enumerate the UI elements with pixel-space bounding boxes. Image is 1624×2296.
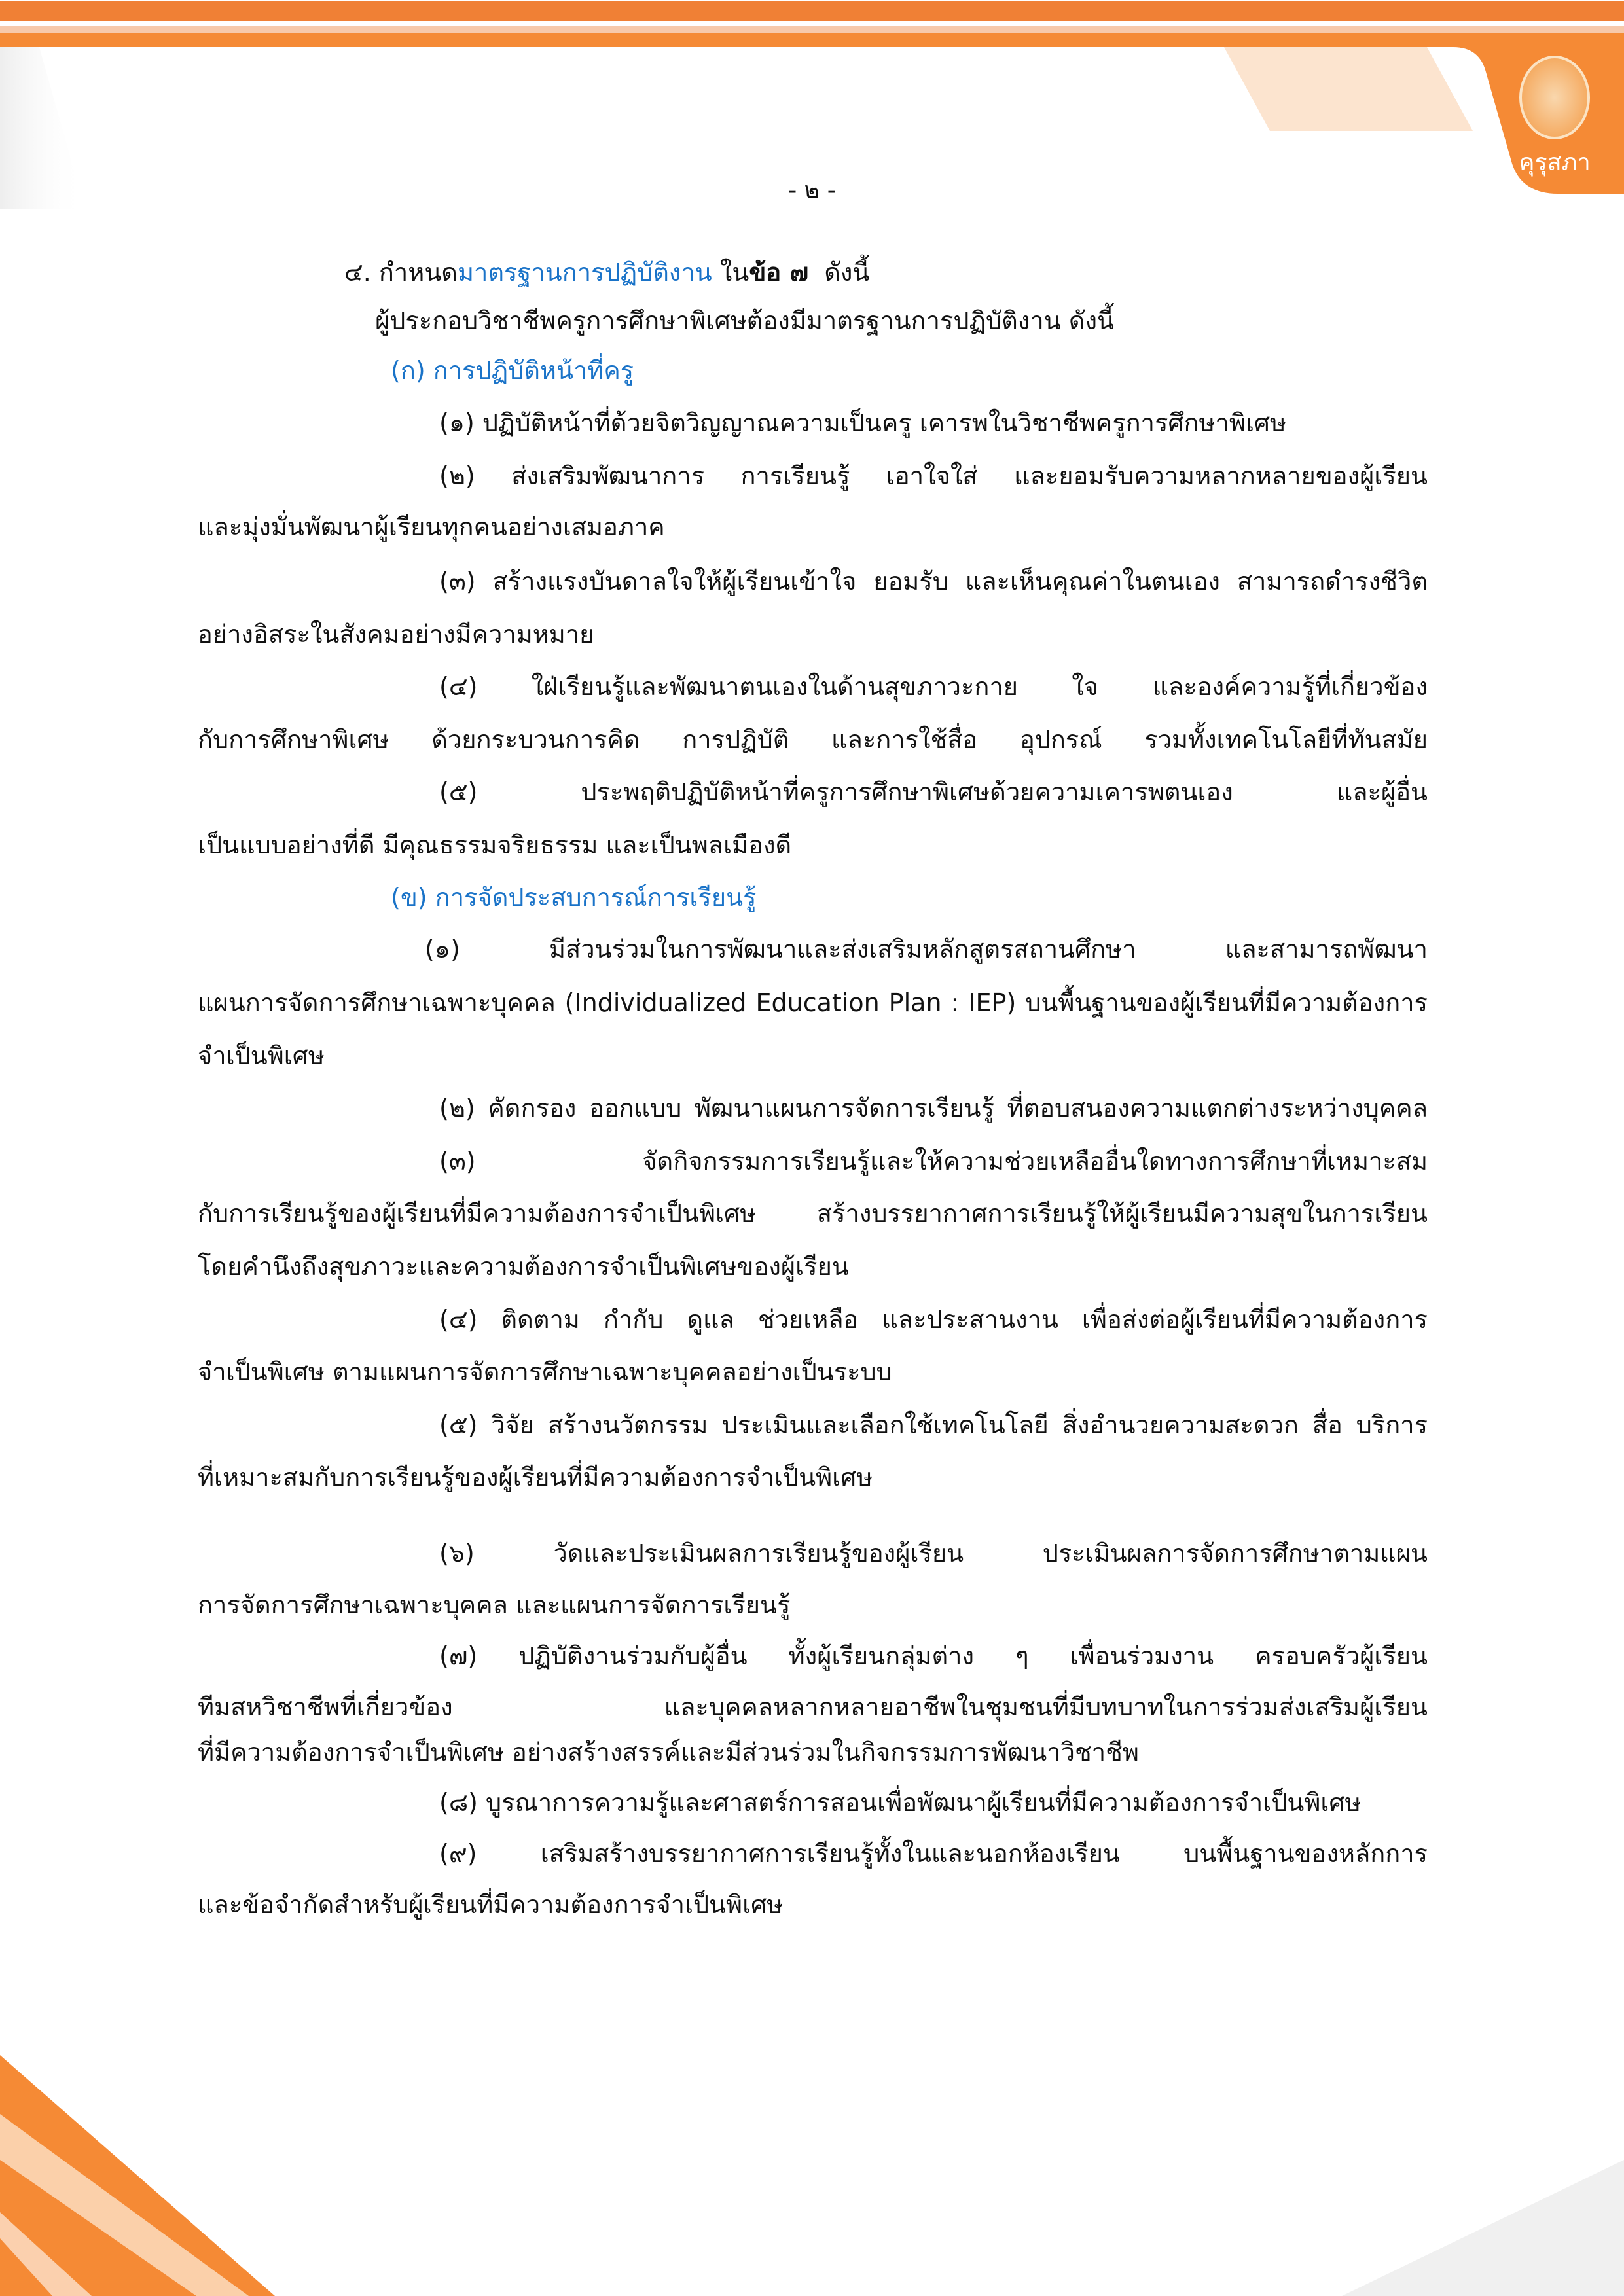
text-line: (๔) ติดตาม กำกับ ดูแล ช่วยเหลือ และประสานงาน เพื่อส่งต่อผู้เรียนที่มีความต้องการ <box>439 1305 1428 1334</box>
text-line: ทีมสหวิชาชีพที่เกี่ยวข้อง และบุคคลหลากหลายอาชีพในชุมชนที่มีบทบาทในการร่วมส่งเสริมผู้เรียน <box>198 1693 1428 1721</box>
heading-highlight: มาตรฐานการปฏิบัติงาน <box>457 258 712 287</box>
text-line: (๖) วัดและประเมินผลการเรียนรู้ของผู้เรียน ประเมินผลการจัดการศึกษาตามแผน <box>439 1539 1428 1568</box>
text-line: และมุ่งมั่นพัฒนาผู้เรียนทุกคนอย่างเสมอภาค <box>198 512 665 541</box>
text-line: (๒) ส่งเสริมพัฒนาการ การเรียนรู้ เอาใจใส่ และยอมรับความหลากหลายของผู้เรียน <box>439 461 1428 490</box>
text-line: (๔) ใฝ่เรียนรู้และพัฒนาตนเองในด้านสุขภาวะกาย ใจ และองค์ความรู้ที่เกี่ยวข้อง <box>439 672 1428 701</box>
text-line: กับการศึกษาพิเศษ ด้วยกระบวนการคิด การปฏิบัติ และการใช้สื่อ อุปกรณ์ รวมทั้งเทคโนโลยีที่ทันสมัย <box>198 725 1428 754</box>
text-line: โดยคำนึงถึงสุขภาวะและความต้องการจำเป็นพิเศษของผู้เรียน <box>198 1252 849 1281</box>
text-line: จำเป็นพิเศษ <box>198 1041 325 1070</box>
text-line: (๘) บูรณาการความรู้และศาสตร์การสอนเพื่อพัฒนาผู้เรียนที่มีความต้องการจำเป็นพิเศษ <box>439 1788 1362 1817</box>
subsection-heading: (ข) การจัดประสบการณ์การเรียนรู้ <box>391 883 757 912</box>
heading-mid: ใน <box>712 258 749 287</box>
heading-suffix: ดังนี้ <box>808 258 870 287</box>
text-line: (๙) เสริมสร้างบรรยากาศการเรียนรู้ทั้งในและนอกห้องเรียน บนพื้นฐานของหลักการ <box>439 1839 1428 1868</box>
text-line: (๕) ประพฤติปฏิบัติหน้าที่ครูการศึกษาพิเศษด้วยความเคารพตนเอง และผู้อื่น <box>439 778 1428 806</box>
text-line: (๓) จัดกิจกรรมการเรียนรู้และให้ความช่วยเหลืออื่นใดทางการศึกษาที่เหมาะสม <box>439 1147 1428 1175</box>
text-line: (๑) มีส่วนร่วมในการพัฒนาและส่งเสริมหลักสูตรสถานศึกษา และสามารถพัฒนา <box>425 935 1428 963</box>
seal-emblem-icon <box>1519 56 1590 139</box>
text-line: (๒) คัดกรอง ออกแบบ พัฒนาแผนการจัดการเรียนรู้ ที่ตอบสนองความแตกต่างระหว่างบุคคล <box>439 1094 1428 1122</box>
heading-prefix: ๔. กำหนด <box>344 258 458 287</box>
text-line: ที่เหมาะสมกับการเรียนรู้ของผู้เรียนที่มีความต้องการจำเป็นพิเศษ <box>198 1463 873 1492</box>
text-line: และข้อจำกัดสำหรับผู้เรียนที่มีความต้องการจำเป็นพิเศษ <box>198 1890 784 1919</box>
text-line: จำเป็นพิเศษ ตามแผนการจัดการศึกษาเฉพาะบุคคลอย่างเป็นระบบ <box>198 1357 892 1386</box>
text-line: (๕) วิจัย สร้างนวัตกรรม ประเมินและเลือกใช้เทคโนโลยี สิ่งอำนวยความสะดวก สื่อ บริการ <box>439 1410 1428 1439</box>
heading-clause: ข้อ ๗ <box>749 258 809 287</box>
text-line: ที่มีความต้องการจำเป็นพิเศษ อย่างสร้างสรรค์และมีส่วนร่วมในกิจกรรมการพัฒนาวิชาชีพ <box>198 1738 1139 1767</box>
logo-text: คุรุสภา <box>1519 149 1591 176</box>
text-line: แผนการจัดการศึกษาเฉพาะบุคคล (Individualized Education Plan : IEP) บนพื้นฐานของผู้เรียนที่มีความต้องการ <box>198 988 1428 1017</box>
text-line: กับการเรียนรู้ของผู้เรียนที่มีความต้องการจำเป็นพิเศษ สร้างบรรยากาศการเรียนรู้ให้ผู้เรียนมีความสุขในการเรียน <box>198 1199 1428 1228</box>
text-line: (๑) ปฏิบัติหน้าที่ด้วยจิตวิญญาณความเป็นครู เคารพในวิชาชีพครูการศึกษาพิเศษ <box>439 408 1287 437</box>
text-line: (๓) สร้างแรงบันดาลใจให้ผู้เรียนเข้าใจ ยอมรับ และเห็นคุณค่าในตนเอง สามารถดำรงชีวิต <box>439 567 1428 596</box>
text-line: ผู้ประกอบวิชาชีพครูการศึกษาพิเศษต้องมีมาตรฐานการปฏิบัติงาน ดังนี้ <box>375 306 1114 335</box>
subsection-heading: (ก) การปฏิบัติหน้าที่ครู <box>391 356 634 385</box>
text-line: (๗) ปฏิบัติงานร่วมกับผู้อื่น ทั้งผู้เรียนกลุ่มต่าง ๆ เพื่อนร่วมงาน ครอบครัวผู้เรียน <box>439 1641 1428 1670</box>
text-line: เป็นแบบอย่างที่ดี มีคุณธรรมจริยธรรม และเป็นพลเมืองดี <box>198 831 792 859</box>
section-heading <box>344 253 869 292</box>
text-line: การจัดการศึกษาเฉพาะบุคคล และแผนการจัดการเรียนรู้ <box>198 1590 791 1619</box>
text-line: อย่างอิสระในสังคมอย่างมีความหมาย <box>198 620 594 649</box>
page-number: - ๒ - <box>788 177 836 204</box>
